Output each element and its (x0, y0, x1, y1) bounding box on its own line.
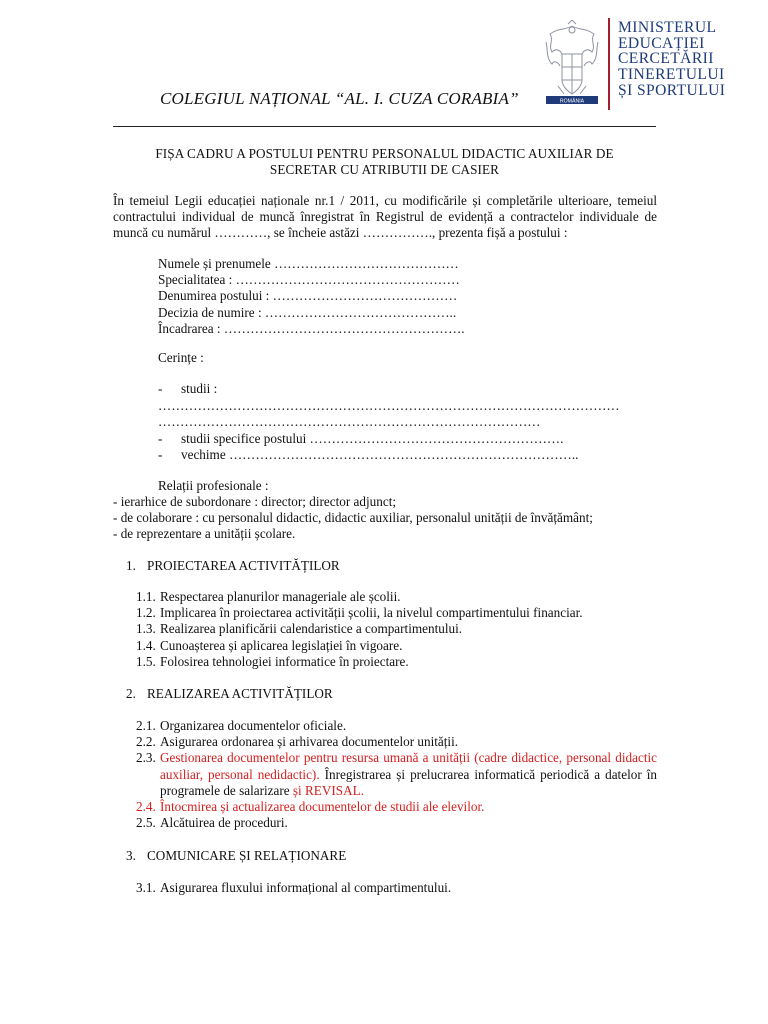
item-number: 2.2. (136, 734, 156, 750)
header-rule (113, 126, 656, 127)
section-items (136, 718, 657, 831)
relation-item: - de colaborare : cu personalul didactic, didactic auxiliar, personalul unității de învățământ; (113, 510, 593, 526)
section-items (136, 589, 657, 670)
req-studies-line1: …………………………………………………………………………………………… (158, 398, 620, 413)
req-seniority-label: vechime …………………………………………………………………….. (181, 447, 579, 462)
item-text: Întocmirea și actualizarea documentelor de studii ale elevilor. (160, 799, 485, 815)
school-name: COLEGIUL NAȚIONAL “AL. I. CUZA CORABIA” (160, 89, 519, 108)
ministry-name (618, 20, 725, 98)
item-text: Respectarea planurilor manageriale ale școlii. (160, 589, 401, 604)
list-item (136, 750, 657, 799)
item-text: Folosirea tehnologiei informatice în proiectare. (160, 653, 409, 669)
ministry-logo (540, 18, 740, 114)
relations-title: Relații profesionale : (158, 478, 269, 493)
item-number: 3.1. (136, 880, 156, 895)
relations-list (113, 494, 593, 543)
section-number: 2. (126, 686, 136, 701)
relation-item: - de reprezentare a unității școlare. (113, 526, 296, 542)
list-item (136, 605, 657, 621)
list-item (136, 734, 657, 750)
item-text (160, 750, 657, 799)
list-item (136, 589, 657, 605)
item-number: 1.3. (136, 621, 156, 637)
document-title (113, 146, 656, 178)
list-item (136, 638, 657, 654)
list-item (136, 815, 657, 831)
req-seniority (158, 447, 578, 463)
section-heading (126, 686, 333, 702)
item-number: 1.1. (136, 589, 156, 604)
section-heading (126, 848, 346, 864)
list-item (136, 718, 657, 734)
list-item (136, 654, 657, 670)
logo-divider (608, 18, 610, 110)
intro-paragraph: În temeiul Legii educației naționale nr.1 / 2011, cu modificările și completările ulterioare, temeiul contractului individual de muncă înregistrat în Registrul de evidență a contractelor individuale de muncă cu numărul …………, se încheie astăzi ……………., prezenta fișă a postului : (113, 193, 657, 241)
item-text: Alcătuirea de proceduri. (160, 815, 288, 831)
item-text: Asigurarea fluxului informațional al compartimentului. (160, 880, 452, 895)
bullet: - (158, 381, 163, 396)
title-line: FIȘA CADRU A POSTULUI PENTRU PERSONALUL DIDACTIC AUXILIAR DE (155, 146, 614, 161)
section-title: PROIECTAREA ACTIVITĂȚILOR (147, 558, 340, 573)
req-specific-studies (158, 431, 563, 447)
section-title: COMUNICARE ȘI RELAȚIONARE (147, 848, 347, 863)
item-number: 1.2. (136, 605, 156, 621)
title-line: SECRETAR CU ATRIBUTII DE CASIER (269, 162, 500, 177)
section-heading (126, 558, 340, 574)
item-number: 2.1. (136, 718, 156, 733)
section-title: REALIZAREA ACTIVITĂȚILOR (147, 686, 333, 701)
ministry-line: MINISTERUL (618, 19, 717, 36)
requirements-title: Cerințe : (158, 350, 204, 365)
bullet: - (158, 431, 163, 446)
section-items (136, 880, 657, 896)
ministry-line: EDUCAȚIEI (618, 34, 705, 52)
req-studies-line2: …………………………………………………………………………… (158, 414, 541, 429)
bullet: - (158, 447, 163, 462)
ministry-line: TINERETULUI (618, 66, 725, 84)
coat-of-arms-icon (540, 20, 604, 110)
item-number: 2.3. (136, 750, 156, 766)
item-text: Organizarea documentelor oficiale. (160, 718, 347, 733)
item-number: 2.5. (136, 815, 156, 831)
item-text-part: Înregistrarea și prelucrarea informatică periodică a datelor în programele de salarizare (160, 766, 657, 798)
employee-fields (158, 256, 465, 337)
req-specific-label: studii specifice postului …………………………………………………. (181, 431, 564, 446)
highlighted-text: Gestionarea documentelor pentru resursa umană a unității (cadre didactice, personal didactic auxiliar, personal nedidactic). (160, 750, 657, 782)
relation-item: - ierarhice de subordonare : director; director adjunct; (113, 494, 397, 509)
section-number: 1. (126, 558, 136, 573)
section-number: 3. (126, 848, 136, 863)
crest-banner-text: ROMÂNIA (559, 98, 585, 105)
highlighted-text: și REVISAL. (292, 782, 364, 798)
item-text: Implicarea în proiectarea activității școlii, la nivelul compartimentului financiar. (160, 605, 583, 621)
list-item (136, 880, 657, 896)
item-text: Asigurarea ordonarea și arhivarea documentelor unității. (160, 734, 459, 750)
req-studies-label: studii : (181, 381, 218, 396)
field-specialty: Specialitatea : …………………………………………… (158, 272, 460, 288)
item-number: 1.5. (136, 653, 156, 669)
field-position: Denumirea postului : …………………………………… (158, 288, 458, 304)
ministry-line: ȘI SPORTULUI (618, 81, 726, 99)
list-item (136, 621, 657, 637)
field-name: Numele și prenumele …………………………………… (158, 256, 459, 271)
ministry-line: CERCETĂRII (618, 50, 714, 68)
item-text: Cunoașterea și aplicarea legislației în vigoare. (160, 637, 403, 653)
item-number: 1.4. (136, 637, 156, 653)
req-studies (158, 381, 217, 397)
list-item (136, 799, 657, 815)
item-text: Realizarea planificării calendaristice a compartimentului. (160, 621, 463, 637)
field-classification: Încadrarea : ………………………………………………. (158, 320, 465, 336)
item-number: 2.4. (136, 799, 156, 815)
field-decision: Decizia de numire : …………………………………….. (158, 304, 457, 320)
